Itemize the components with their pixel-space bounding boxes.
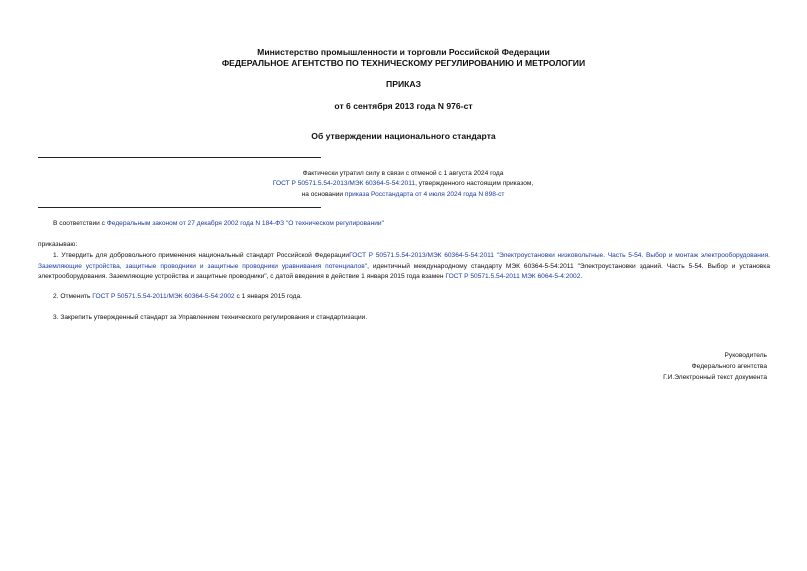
item-1-suffix: .: [580, 273, 583, 280]
intro-paragraph: [38, 219, 770, 230]
notice-line-3-prefix: на основании: [301, 191, 345, 198]
item-3-paragraph: 3. Закрепить утвержденный стандарт за Управлением технического регулирования и стандартизации.: [53, 314, 368, 321]
signature-line-2: Федерального агентства: [691, 363, 767, 370]
document-type: ПРИКАЗ: [386, 79, 421, 89]
item-2-suffix: с 1 января 2015 года.: [234, 293, 303, 300]
notice-line-3: [38, 191, 768, 198]
item-1-standard-link[interactable]: ГОСТ Р 50571.5.54-2013/МЭК 60364-5-54:2011 "Электроустановки низковольтные. Часть 5-54. Выбор и монтаж электрооборудования. Заземляющие устройства, защитные проводники и защитные проводники уравнивания потенциалов": [38, 252, 770, 270]
signature-line-3: Г.И.Электронный текст документа: [663, 374, 767, 381]
decree-word: приказываю:: [38, 241, 78, 248]
notice-bottom-divider: [38, 207, 321, 208]
item-1-middle: , идентичный международному стандарту МЭК 60364-5-54:2011 "Электроустановки зданий. Часть 5-54. Выбор и установка электрооборудования. Заземляющие устройства и защитные проводники", с датой введения в действие 1 января 2015 года взамен: [38, 262, 770, 280]
notice-order-link[interactable]: приказа Росстандарта от 4 июля 2024 года N 898-ст: [344, 191, 505, 198]
document-date-number: от 6 сентября 2013 года N 976-ст: [334, 101, 473, 111]
agency-title: ФЕДЕРАЛЬНОЕ АГЕНТСТВО ПО ТЕХНИЧЕСКОМУ РЕГУЛИРОВАНИЮ И МЕТРОЛОГИИ: [221, 58, 586, 68]
item-2-paragraph: [38, 292, 770, 303]
item-2-standard-link[interactable]: ГОСТ Р 50571.5.54-2011/МЭК 60364-5-54:2002: [92, 293, 235, 300]
notice-line-2: [38, 180, 768, 187]
signature-line-1: Руководитель: [724, 352, 767, 359]
notice-line-2-text: , утвержденного настоящим приказом,: [415, 180, 534, 187]
notice-line-1: Фактически утратил силу в связи с отменой с 1 августа 2024 года: [302, 170, 504, 177]
federal-law-link[interactable]: Федеральным законом от 27 декабря 2002 года N 184-ФЗ "О техническом регулировании": [106, 220, 384, 227]
intro-prefix: В соответствии с: [53, 220, 107, 227]
notice-standard-link[interactable]: ГОСТ Р 50571.5.54-2013/МЭК 60364-5-54:2011: [272, 180, 416, 187]
document-subject: Об утверждении национального стандарта: [311, 131, 496, 141]
item-1-replaced-standard-link[interactable]: ГОСТ Р 50571.5.54-2011 МЭК 6064-5-4:2002: [445, 273, 581, 280]
notice-top-divider: [38, 157, 321, 158]
item-2-prefix: 2. Отменить: [53, 293, 93, 300]
item-1-paragraph: [38, 251, 770, 283]
ministry-title: Министерство промышленности и торговли Российской Федерации: [257, 47, 550, 57]
item-1-prefix: 1. Утвердить для добровольного применения национальный стандарт Российской Федерации: [53, 252, 350, 259]
